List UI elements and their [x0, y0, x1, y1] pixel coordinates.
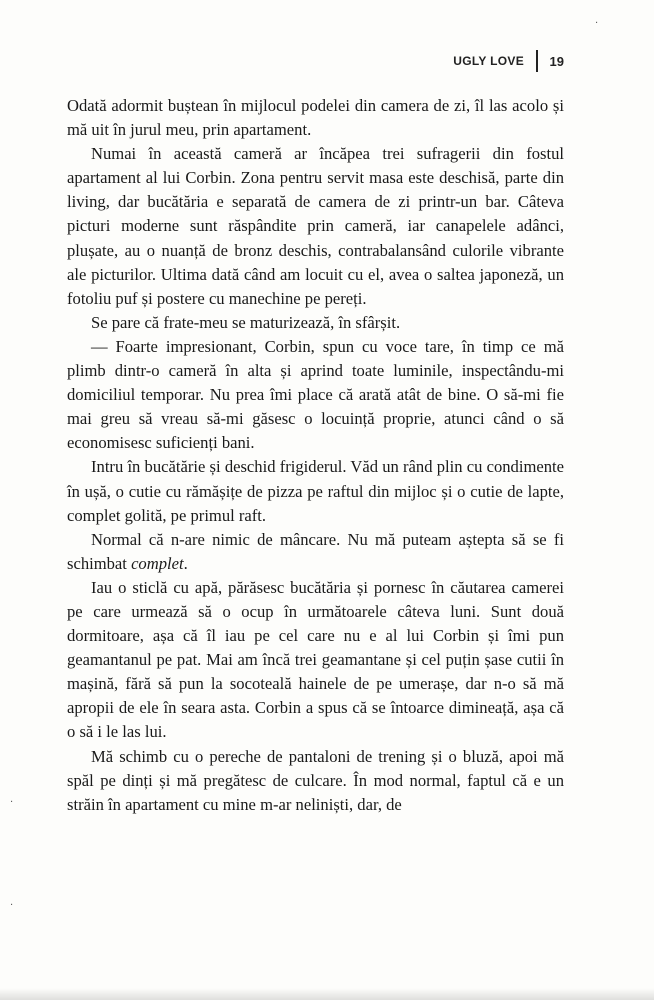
- scan-speck: ·: [10, 900, 14, 911]
- page-number: 19: [549, 53, 564, 69]
- paragraph-6-emphasis: complet: [131, 553, 184, 573]
- paragraph-7: Iau o sticlă cu apă, părăsesc bucătăria și pornesc în căutarea camerei pe care urmează să o ocup în următoarele câteva luni. Sunt două dormitoare, așa că îl iau pe cel care nu e al lui Corbin și îmi pun geamantanul pe pat. Mai am încă trei geamantane și cel puțin șase cutii în mașină, fără să pun la socoteală hainele de pe umerașe, dar n-o să mă apropii de ele în seara asta. Corbin a spus că se întoarce dimineață, așa că o să i le las lui.: [67, 577, 564, 742]
- paragraph-6: [67, 528, 564, 576]
- paragraph-4: — Foarte impresionant, Corbin, spun cu voce tare, în timp ce mă plimb dintr-o cameră în alta și aprind toate luminile, inspectându-mi domiciliul temporar. Nu prea îmi place că arată atât de bine. O să-mi fie mai greu să vreau să-mi găsesc o locuință proprie, atunci când o să economisesc suficienți bani.: [67, 336, 564, 453]
- body-text: [67, 94, 564, 817]
- running-title: UGLY LOVE: [453, 54, 525, 68]
- paragraph-5: Intru în bucătărie și deschid frigiderul. Văd un rând plin cu condimente în ușă, o cutie cu rămășițe de pizza pe raftul din mijloc și o cutie de lapte, complet golită, pe primul raft.: [67, 457, 564, 525]
- running-header: [453, 50, 564, 72]
- scan-speck: ·: [595, 18, 599, 29]
- paragraph-2: Numai în această cameră ar încăpea trei sufragerii din fostul apartament al lui Corbin. Zona pentru servit masa este deschisă, parte din living, dar bucătăria e separată de camera de zi printr-un bar. Câteva picturi moderne sunt răspândite prin cameră, iar canapelele adânci, plușate, au o nuanță de bronz deschis, contrabalansând culorile vibrante ale picturilor. Ultima dată când am locuit cu el, avea o saltea japoneză, un fotoliu puf și postere cu manechine pe pereți.: [67, 144, 564, 308]
- paragraph-8: Mă schimb cu o pereche de pantaloni de trening și o bluză, apoi mă spăl pe dinți și mă pregătesc de culcare. În mod normal, faptul că e un străin în apartament cu mine m-ar neliniști, dar, de: [67, 746, 564, 814]
- paragraph-6-text: Normal că n-are nimic de mâncare. Nu mă puteam aștepta să se fi schimbat: [67, 529, 564, 573]
- scan-speck: ·: [10, 797, 14, 808]
- paragraph-6-end: .: [183, 553, 188, 573]
- page-bottom-shadow: [0, 988, 654, 1000]
- header-divider: [536, 50, 538, 72]
- paragraph-1: Odată adormit buștean în mijlocul podelei din camera de zi, îl las acolo și mă uit în jurul meu, prin apartament.: [67, 96, 564, 140]
- paragraph-3: Se pare că frate-meu se maturizează, în sfârșit.: [91, 312, 401, 332]
